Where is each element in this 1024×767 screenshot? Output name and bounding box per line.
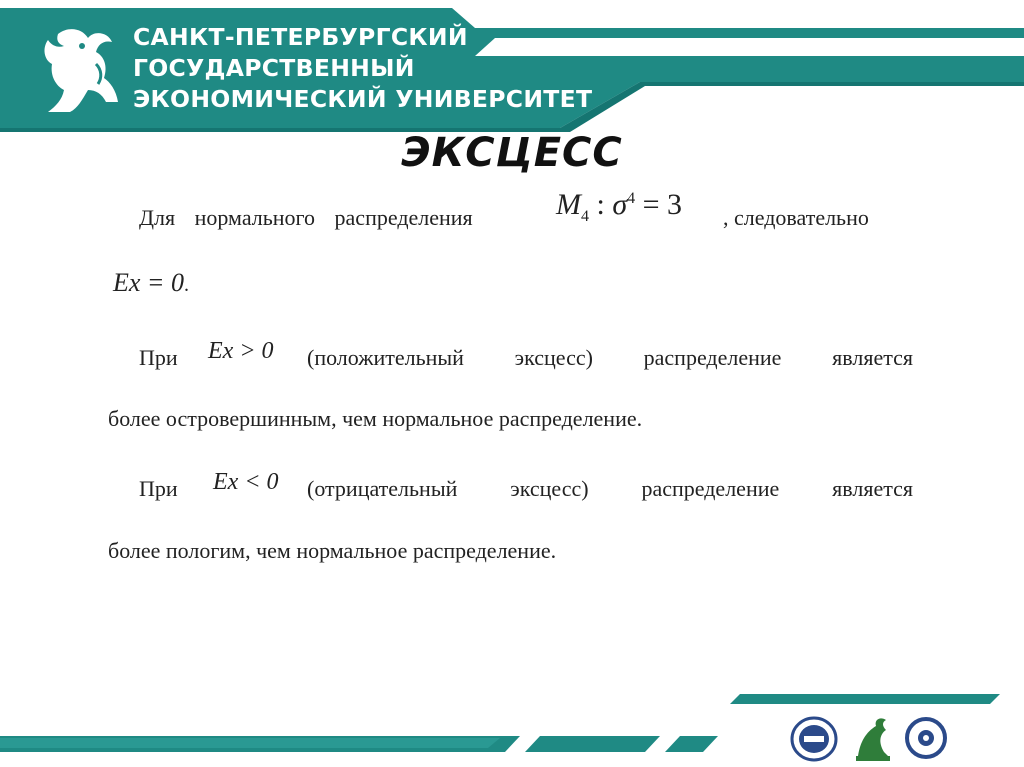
formula-eq: = 3 xyxy=(642,188,683,221)
university-seal-icon xyxy=(790,716,838,762)
formula-colon: : xyxy=(596,188,605,221)
p3-start: При xyxy=(139,476,178,501)
round-emblem-icon xyxy=(905,716,947,760)
p1-text-b: , следовательно xyxy=(723,205,869,230)
p3-line-2: более пологим, чем нормальное распределение. xyxy=(108,538,557,563)
p2-start: При xyxy=(139,345,178,370)
university-name-line-2: ГОСУДАРСТВЕННЫЙ xyxy=(133,54,415,82)
formula-ex-lt-0: Ex < 0 xyxy=(213,469,279,495)
p2-text: (положительный эксцесс) распределение является xyxy=(307,345,913,370)
formula-m: M xyxy=(556,188,581,221)
p3-text: (отрицательный эксцесс) распределение является xyxy=(307,476,913,501)
formula-ex-eq-0: Ex = 0 xyxy=(113,268,184,297)
formula-m-sub: 4 xyxy=(581,208,589,225)
formula-ex-gt-0: Ex > 0 xyxy=(208,338,274,364)
university-name-line-3: ЭКОНОМИЧЕСКИЙ УНИВЕРСИТЕТ xyxy=(133,85,593,113)
p1-end: . xyxy=(183,274,189,296)
formula-sigma: σ xyxy=(612,188,628,221)
griffin-emblem-icon xyxy=(850,712,894,764)
slide-title: ЭКСЦЕСС xyxy=(401,130,623,176)
formula-sigma-sup: 4 xyxy=(627,190,636,207)
university-name-line-1: САНКТ-ПЕТЕРБУРГСКИЙ xyxy=(133,23,468,51)
p1-text-a: Для нормального распределения xyxy=(139,205,473,230)
p2-line-2: более островершинным, чем нормальное распределение. xyxy=(108,406,643,431)
